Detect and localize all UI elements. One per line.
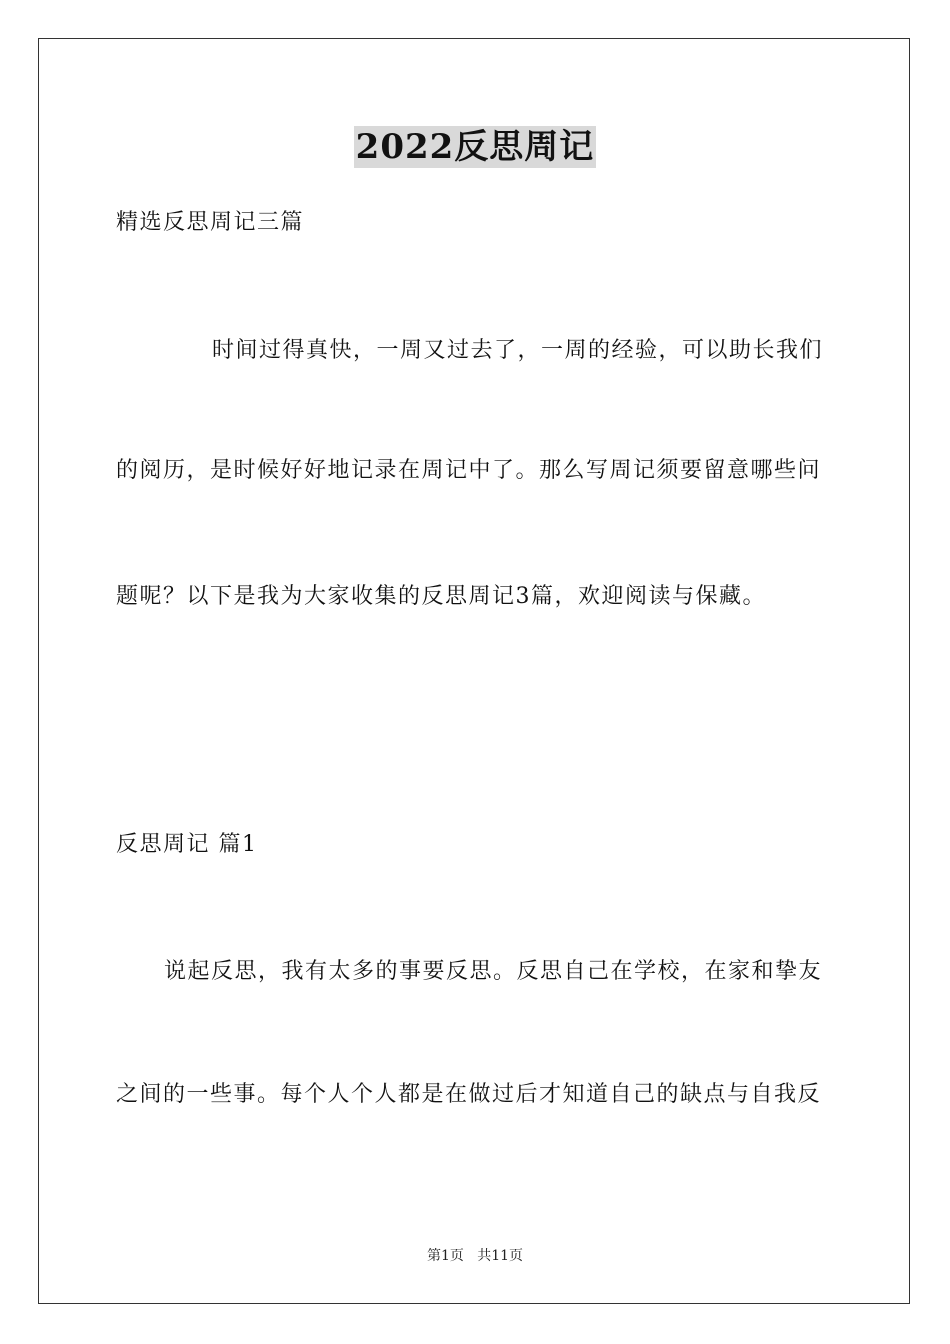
page-footer: 第1页 共11页 <box>426 1248 524 1264</box>
intro-paragraph-line-3: 题呢？以下是我为大家收集的反思周记3篇，欢迎阅读与保藏。 <box>116 584 766 609</box>
section-paragraph-line-2: 之间的一些事。每个人个人都是在做过后才知道自己的缺点与自我反 <box>116 1082 822 1107</box>
title-container <box>0 126 950 168</box>
document-title: 2022反思周记 <box>355 127 595 167</box>
intro-paragraph-line-1: 时间过得真快，一周又过去了，一周的经验，可以助长我们 <box>212 338 824 363</box>
section-paragraph-line-1: 说起反思，我有太多的事要反思。反思自己在学校，在家和挚友 <box>164 959 823 984</box>
document-subtitle: 精选反思周记三篇 <box>116 210 305 235</box>
section-heading: 反思周记 篇1 <box>116 832 258 857</box>
intro-paragraph-line-2: 的阅历，是时候好好地记录在周记中了。那么写周记须要留意哪些问 <box>116 458 822 483</box>
